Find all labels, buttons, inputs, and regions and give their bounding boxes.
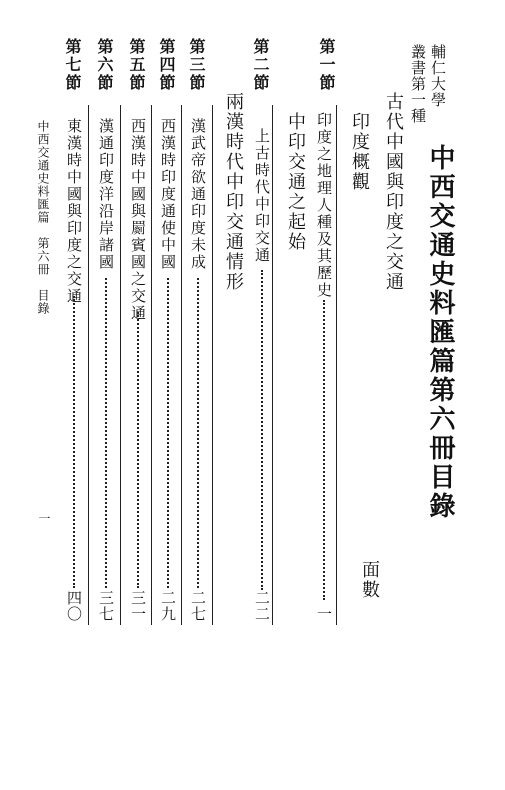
running-title: 中西交通史料匯篇 第六冊 目錄 <box>36 120 50 315</box>
leader-dots-1 <box>323 300 325 600</box>
section-rule-5 <box>151 105 152 625</box>
toc-entry-6: 漢通印度洋沿岸諸國 <box>97 118 115 271</box>
section-rule-3 <box>212 105 213 625</box>
chapter-heading-1: 古代中國與印度之交通 <box>383 92 404 292</box>
toc-entry-7: 東漢時中國與印度之交通 <box>65 118 83 305</box>
series-name-line2: 叢書第一種 <box>409 44 427 124</box>
leader-dots-7 <box>73 296 75 588</box>
section-number-7: 第七節 <box>63 38 82 92</box>
section-number-1: 第一節 <box>317 38 336 92</box>
section-rule-7 <box>88 105 89 625</box>
section-rule-2 <box>272 105 273 625</box>
toc-entry-4: 西漢時印度通使中國 <box>159 118 177 271</box>
page-number-label: 面數 <box>359 560 380 600</box>
section-rule-4 <box>181 105 182 625</box>
toc-entry-2: 上古時代中印交通 <box>253 128 271 264</box>
toc-entry-3: 漢武帝欲通印度未成 <box>189 118 207 271</box>
toc-entry-5: 西漢時中國與罽賓國之交通 <box>129 118 147 322</box>
page-number-7: 四〇 <box>65 590 83 622</box>
section-rule-1 <box>336 105 337 625</box>
chapter-heading-2: 兩漢時代中印交通情形 <box>223 92 244 292</box>
folio-number: 一 <box>37 512 51 524</box>
page-number-3: 二七 <box>189 590 207 622</box>
series-name-line1: 輔仁大學 <box>429 44 447 108</box>
leader-dots-2 <box>261 270 263 590</box>
section-number-5: 第五節 <box>127 38 146 92</box>
toc-entry-1: 印度之地理人種及其歷史 <box>315 112 333 299</box>
section-rule-6 <box>120 105 121 625</box>
leader-dots-4 <box>167 278 169 588</box>
leader-dots-6 <box>105 278 107 588</box>
section-number-3: 第三節 <box>187 38 206 92</box>
section-title-2: 中印交通之起始 <box>285 112 306 252</box>
leader-dots-3 <box>197 278 199 588</box>
page-number-1: 一 <box>315 606 333 622</box>
section-title-1: 印度概觀 <box>349 112 370 192</box>
page-number-5: 三一 <box>129 590 147 622</box>
section-number-6: 第六節 <box>95 38 114 92</box>
book-title: 中西交通史料匯篇第六冊目錄 <box>425 144 455 521</box>
page-number-6: 三七 <box>97 590 115 622</box>
section-number-2: 第二節 <box>251 38 270 92</box>
leader-dots-5 <box>137 312 139 588</box>
section-number-4: 第四節 <box>157 38 176 92</box>
page-number-4: 二九 <box>159 590 177 622</box>
page-number-2: 二二 <box>253 590 271 622</box>
